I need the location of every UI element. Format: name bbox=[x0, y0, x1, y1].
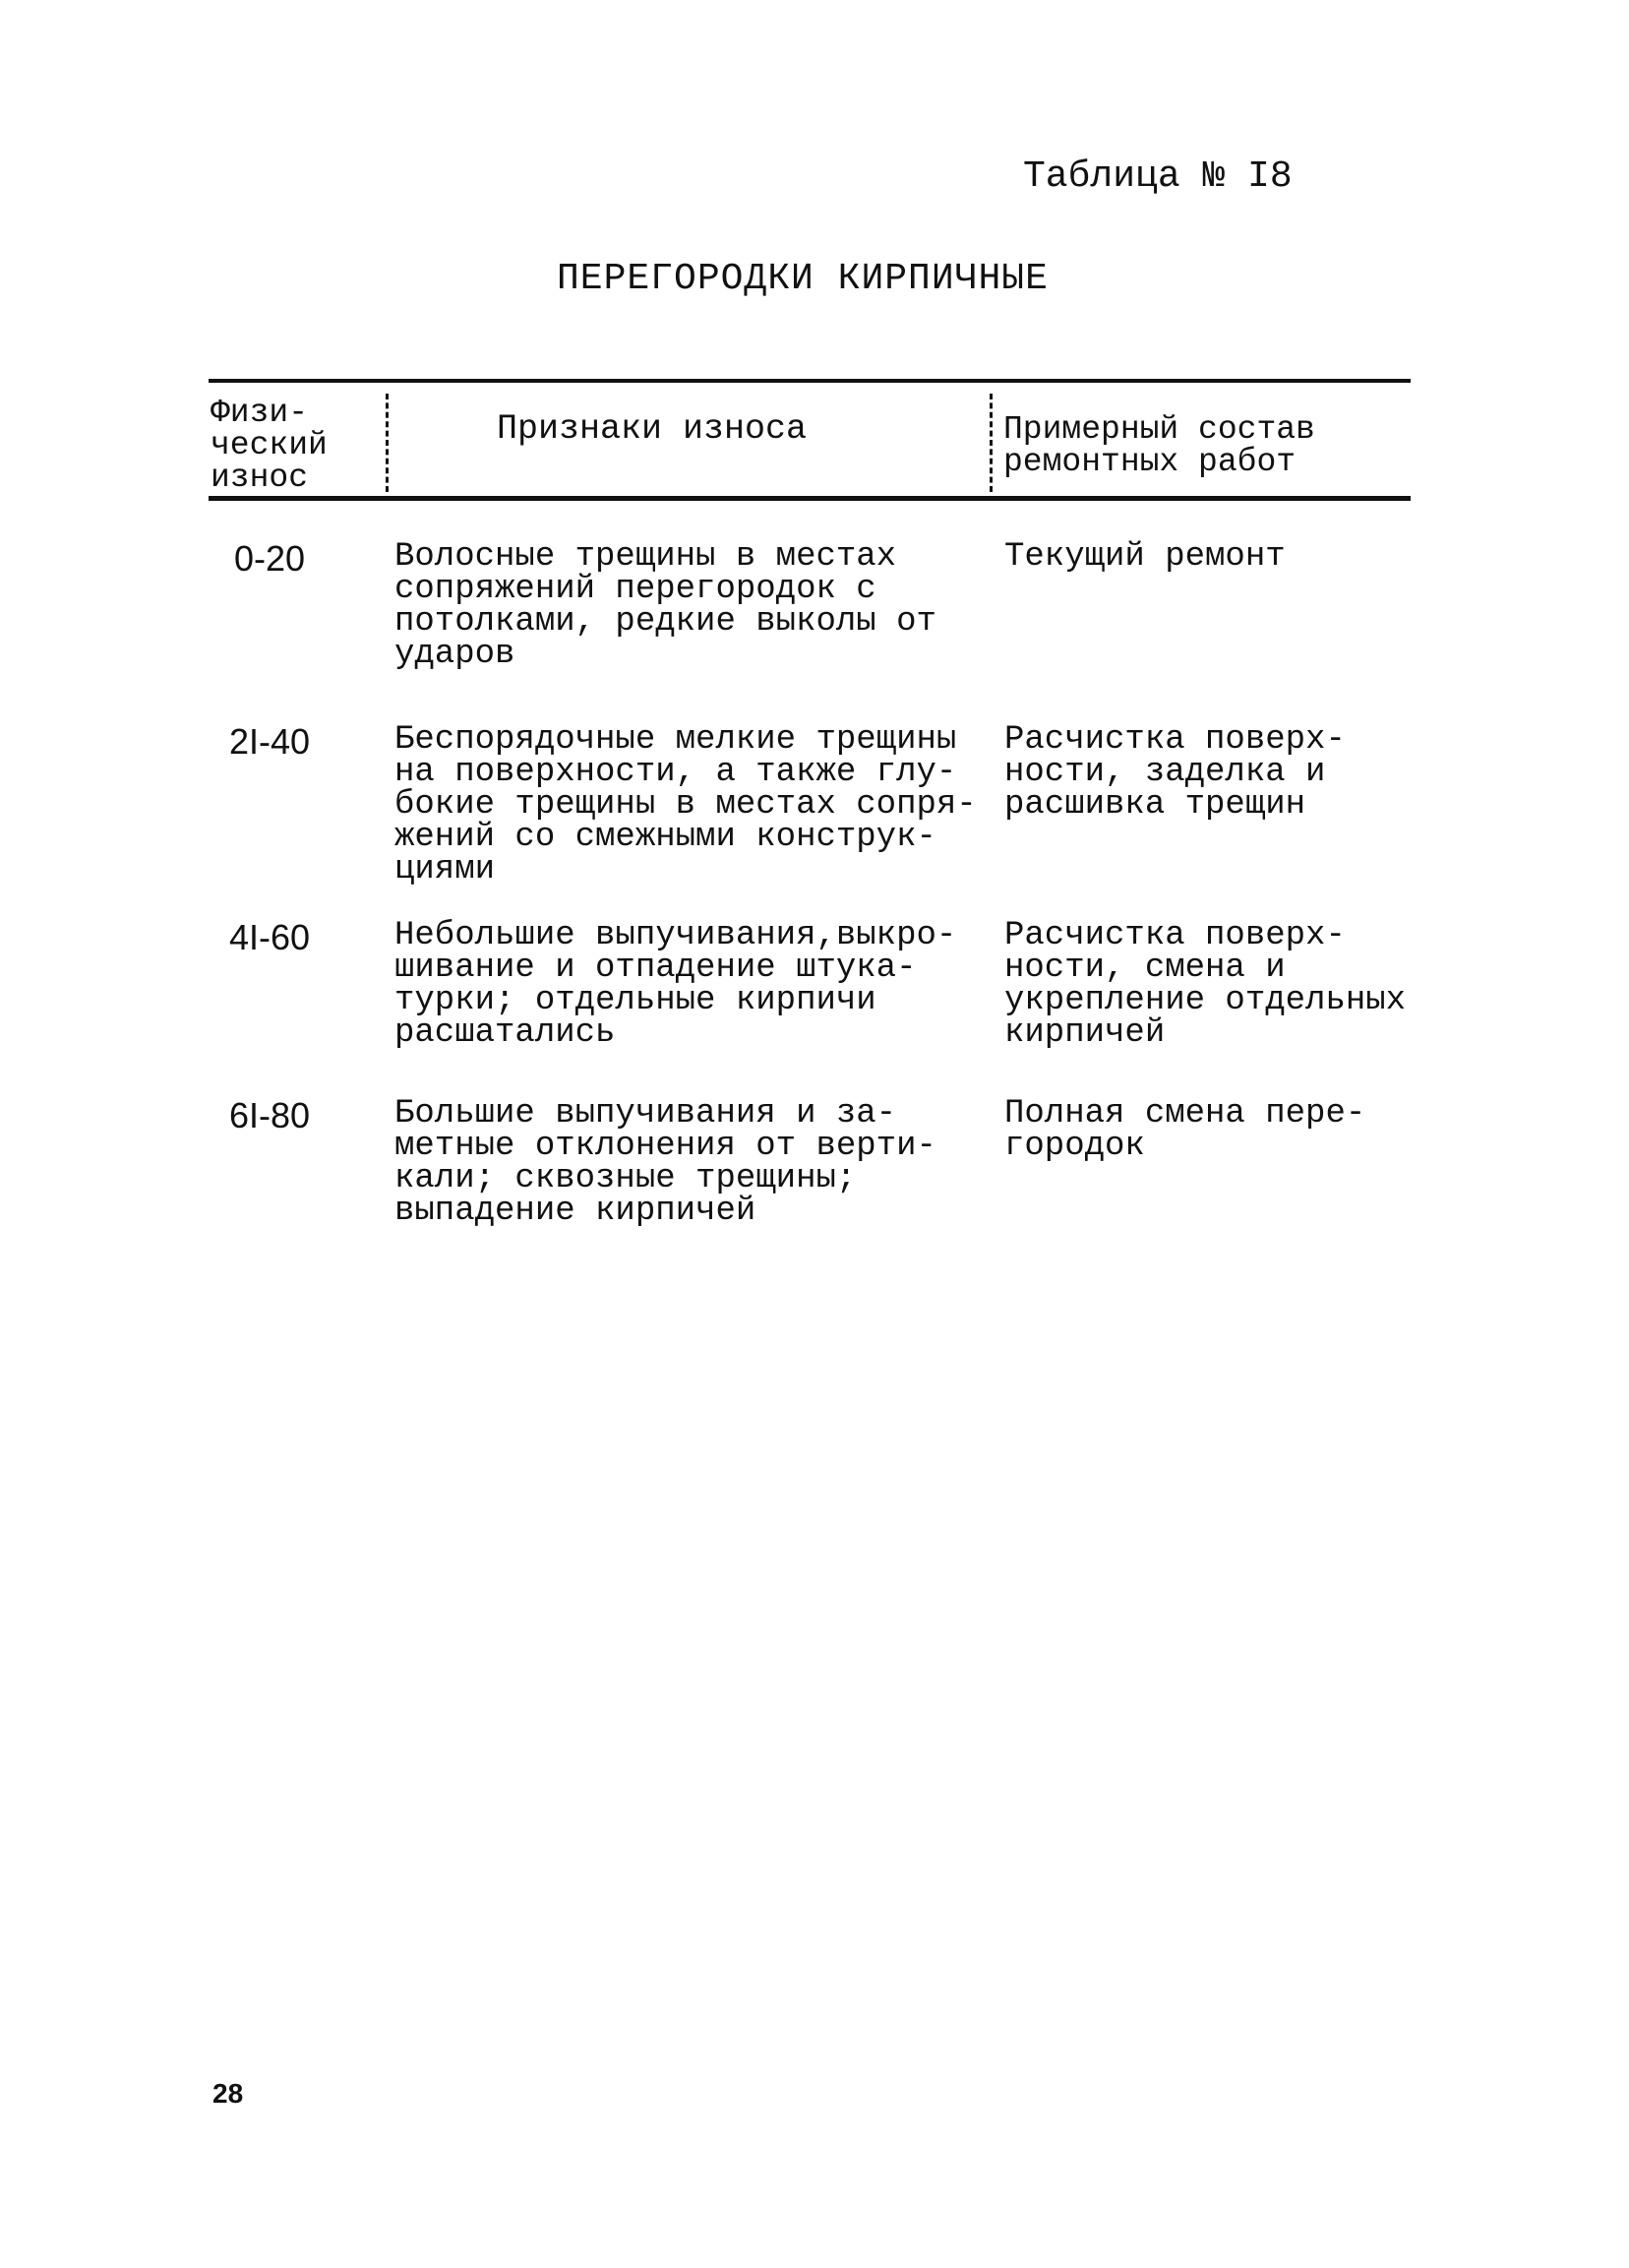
page-title: ПЕРЕГОРОДКИ КИРПИЧНЫЕ bbox=[557, 258, 1049, 300]
wear-range: 6I-80 bbox=[228, 1095, 311, 1135]
column-separator bbox=[990, 394, 993, 492]
repair-works: Расчистка поверх- ности, заделка и расшивка трещин bbox=[1004, 721, 1346, 824]
wear-signs: Большие выпучивания и за- метные отклонения от верти- кали; сквозные трещины; выпадение кирпичей bbox=[394, 1095, 936, 1230]
page-number: 28 bbox=[212, 2078, 244, 2109]
wear-range: 2I-40 bbox=[228, 721, 311, 762]
table-header-rule bbox=[209, 496, 1411, 501]
repair-works: Расчистка поверх- ности, смена и укрепление отдельных кирпичей bbox=[1004, 917, 1407, 1052]
wear-signs: Беспорядочные мелкие трещины на поверхности, а также глу- бокие трещины в местах сопря- жений со смежными конструк- циями bbox=[394, 721, 977, 889]
column-header-works: Примерный состав ремонтных работ bbox=[1003, 411, 1315, 480]
wear-signs: Небольшие выпучивания,выкро- шивание и отпадение штука- турки; отдельные кирпичи расшатались bbox=[394, 917, 957, 1052]
wear-range: 0-20 bbox=[233, 538, 306, 579]
column-separator bbox=[386, 394, 389, 492]
column-header-signs: Признаки износа bbox=[497, 409, 808, 449]
table-top-rule bbox=[209, 379, 1411, 383]
repair-works: Полная смена пере- городок bbox=[1004, 1095, 1366, 1165]
table-number-label: Таблица № I8 bbox=[1023, 155, 1293, 198]
wear-signs: Волосные трещины в местах сопряжений перегородок с потолками, редкие выколы от ударов bbox=[394, 538, 936, 673]
wear-range: 4I-60 bbox=[228, 917, 311, 957]
repair-works: Текущий ремонт bbox=[1004, 538, 1286, 576]
column-header-wear: Физи- ческий износ bbox=[211, 395, 328, 496]
